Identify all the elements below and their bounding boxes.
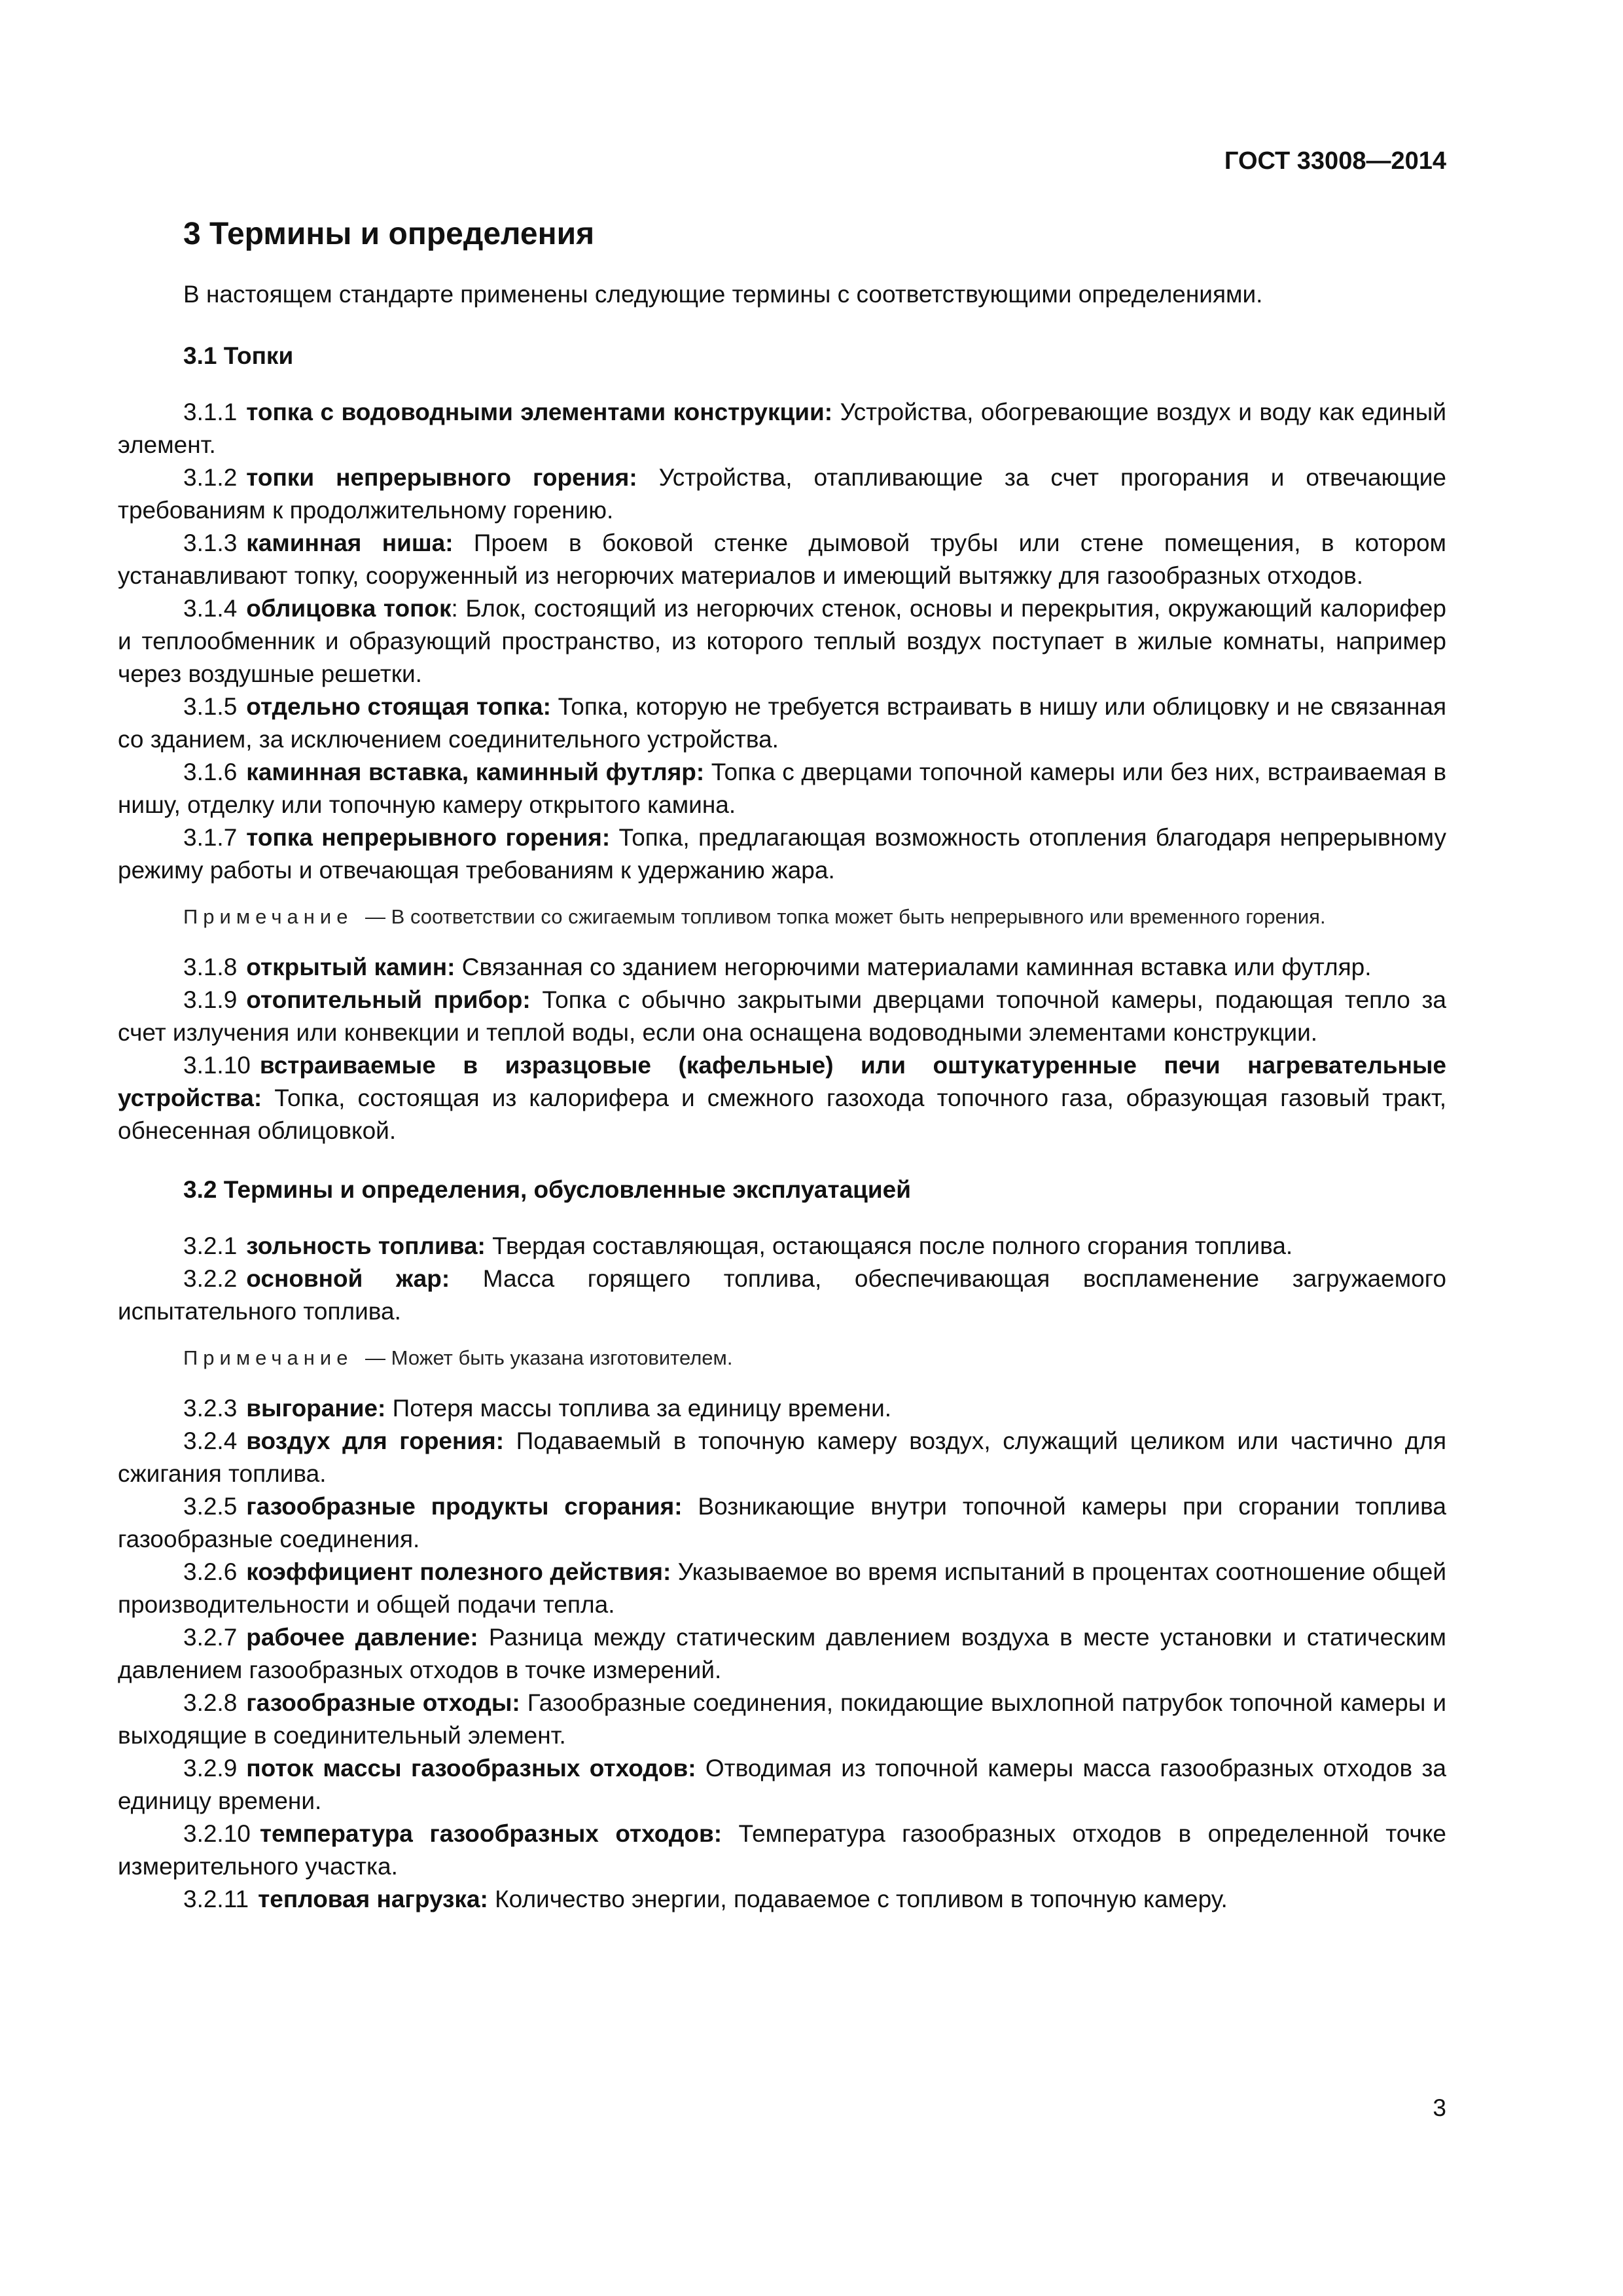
term-name: топка с водоводными элементами конструкции: (246, 399, 833, 425)
term-name: температура газообразных отходов: (259, 1820, 722, 1847)
term-entry (118, 1752, 1446, 1818)
term-entry (118, 1425, 1446, 1490)
section-intro: В настоящем стандарте применены следующие термины с соответствующими определениями. (183, 281, 1263, 308)
term-entry (118, 1883, 1446, 1916)
term-name: встраиваемые в изразцовые (кафельные) или оштукатуренные печи нагревательные устройства: (118, 1052, 1446, 1111)
term-definition: Возникающие внутри топочной камеры при сгорании топлива газообразные соединения. (118, 1493, 1446, 1552)
term-entry (118, 1687, 1446, 1752)
term-number: 3.2.3 (183, 1395, 238, 1422)
term-definition: Количество энергии, подаваемое с топливом в топочную камеру. (488, 1886, 1228, 1912)
term-list-3-1-after (118, 951, 1446, 1147)
term-number: 3.2.1 (183, 1232, 238, 1259)
term-definition: Указываемое во время испытаний в процентах соотношение общей производительности и общей подачи тепла. (118, 1558, 1446, 1618)
page-number: 3 (1433, 2094, 1446, 2121)
term-name: зольность топлива: (246, 1232, 486, 1259)
term-number: 3.1.3 (183, 529, 238, 556)
term-number: 3.1.2 (183, 464, 238, 491)
term-name: рабочее давление: (246, 1624, 478, 1651)
term-number: 3.1.9 (183, 986, 238, 1013)
document-code-header: ГОСТ 33008—2014 (1224, 147, 1446, 175)
term-entry (118, 527, 1446, 592)
term-number: 3.1.6 (183, 759, 238, 785)
term-number: 3.2.7 (183, 1624, 238, 1651)
term-name: отдельно стоящая топка: (246, 693, 551, 720)
term-entry (118, 1263, 1446, 1328)
term-entry (118, 1049, 1446, 1147)
term-name: тепловая нагрузка: (258, 1886, 488, 1912)
term-number: 3.1.8 (183, 954, 238, 980)
term-entry (118, 821, 1446, 887)
term-number: 3.1.7 (183, 824, 238, 851)
term-name: основной жар: (246, 1265, 450, 1292)
term-definition: Разница между статическим давлением воздуха в месте установки и статическим давлением газообразных отходов в точке измерений. (118, 1624, 1446, 1683)
term-name: топки непрерывного горения: (246, 464, 637, 491)
term-name: топка непрерывного горения: (246, 824, 611, 851)
term-definition: Потеря массы топлива за единицу времени. (385, 1395, 892, 1422)
term-entry (118, 1621, 1446, 1687)
term-number: 3.2.11 (183, 1886, 249, 1912)
note-3-2 (118, 1344, 1446, 1372)
term-number: 3.1.1 (183, 399, 238, 425)
term-definition: Масса горящего топлива, обеспечивающая воспламенение загружаемого испытательного топлива. (118, 1265, 1446, 1325)
term-name: воздух для горения: (246, 1427, 505, 1454)
term-list-3-2 (118, 1230, 1446, 1328)
note-text: — В соответствии со сжигаемым топливом топка может быть непрерывного или временного горения. (359, 905, 1326, 928)
term-name: поток массы газообразных отходов: (246, 1755, 696, 1782)
subsection-title-3-1: 3.1 Топки (183, 342, 294, 369)
note-label: Примечание (183, 905, 353, 928)
term-name: каминная ниша: (246, 529, 454, 556)
term-name: выгорание: (246, 1395, 386, 1422)
term-name: облицовка топок (246, 595, 452, 622)
term-entry (118, 984, 1446, 1049)
term-entry (118, 1230, 1446, 1263)
term-number: 3.2.10 (183, 1820, 251, 1847)
term-entry (118, 396, 1446, 461)
term-list-3-1 (118, 396, 1446, 887)
subsection-title-3-2: 3.2 Термины и определения, обусловленные эксплуатацией (183, 1176, 911, 1203)
note-label: Примечание (183, 1346, 353, 1369)
note-3-1 (118, 903, 1446, 931)
term-number: 3.1.10 (183, 1052, 251, 1079)
term-number: 3.1.4 (183, 595, 238, 622)
term-entry (118, 461, 1446, 527)
term-list-3-2-after (118, 1392, 1446, 1916)
term-definition: Топка с обычно закрытыми дверцами топочной камеры, подающая тепло за счет излучения или конвекции и теплой воды, если она оснащена водоводными элементами конструкции. (118, 986, 1447, 1046)
term-definition: Подаваемый в топочную камеру воздух, служащий целиком или частично для сжигания топлива. (118, 1427, 1447, 1487)
term-definition: Топка, состоящая из калорифера и смежного газохода топочного газа, образующая газовый тракт, обнесенная облицовкой. (118, 1085, 1446, 1144)
term-name: открытый камин: (246, 954, 455, 980)
term-name: газообразные продукты сгорания: (246, 1493, 683, 1520)
term-definition: Связанная со зданием негорючими материалами каминная вставка или футляр. (455, 954, 1372, 980)
term-entry (118, 951, 1446, 984)
term-name: коэффициент полезного действия: (246, 1558, 671, 1585)
term-number: 3.2.4 (183, 1427, 238, 1454)
term-number: 3.2.6 (183, 1558, 238, 1585)
term-number: 3.2.9 (183, 1755, 238, 1782)
note-text: — Может быть указана изготовителем. (359, 1346, 733, 1369)
term-entry (118, 756, 1446, 821)
term-definition: Газообразные соединения, покидающие выхлопной патрубок топочной камеры и выходящие в соединительный элемент. (118, 1689, 1446, 1749)
term-number: 3.2.2 (183, 1265, 238, 1292)
section-title: 3 Термины и определения (183, 217, 595, 251)
term-definition: Твердая составляющая, остающаяся после полного сгорания топлива. (485, 1232, 1293, 1259)
term-definition: Проем в боковой стенке дымовой трубы или стене помещения, в котором устанавливают топку, сооруженный из негорючих материалов и имеющий вытяжку для газообразных отходов. (118, 529, 1446, 589)
term-number: 3.1.5 (183, 693, 238, 720)
term-definition: Устройства, отапливающие за счет прогорания и отвечающие требованиям к продолжительному горению. (118, 464, 1446, 524)
term-entry (118, 691, 1446, 756)
document-body (118, 216, 1446, 1916)
term-entry (118, 1490, 1446, 1556)
term-definition: Устройства, обогревающие воздух и воду как единый элемент. (118, 399, 1446, 458)
term-name: каминная вставка, каминный футляр: (246, 759, 705, 785)
term-number: 3.2.8 (183, 1689, 238, 1716)
term-definition: Топка с дверцами топочной камеры или без них, встраиваемая в нишу, отделку или топочную камеру открытого камина. (118, 759, 1446, 818)
term-entry (118, 592, 1446, 691)
term-definition: Топка, которую не требуется встраивать в нишу или облицовку и не связанная со зданием, за исключением соединительного устройства. (118, 693, 1446, 753)
term-definition: Температура газообразных отходов в определенной точке измерительного участка. (118, 1820, 1446, 1880)
term-definition: Топка, предлагающая возможность отопления благодаря непрерывному режиму работы и отвечающая требованиям к удержанию жара. (118, 824, 1446, 884)
term-entry (118, 1818, 1446, 1883)
term-name: газообразные отходы: (246, 1689, 520, 1716)
term-name: отопительный прибор: (246, 986, 531, 1013)
term-number: 3.2.5 (183, 1493, 238, 1520)
term-entry (118, 1392, 1446, 1425)
term-entry (118, 1556, 1446, 1621)
term-definition: : Блок, состоящий из негорючих стенок, основы и перекрытия, окружающий калорифер и теплообменник и образующий пространство, из которого теплый воздух поступает в жилые комнаты, например через воздушные решетки. (118, 595, 1447, 687)
term-definition: Отводимая из топочной камеры масса газообразных отходов за единицу времени. (118, 1755, 1446, 1814)
